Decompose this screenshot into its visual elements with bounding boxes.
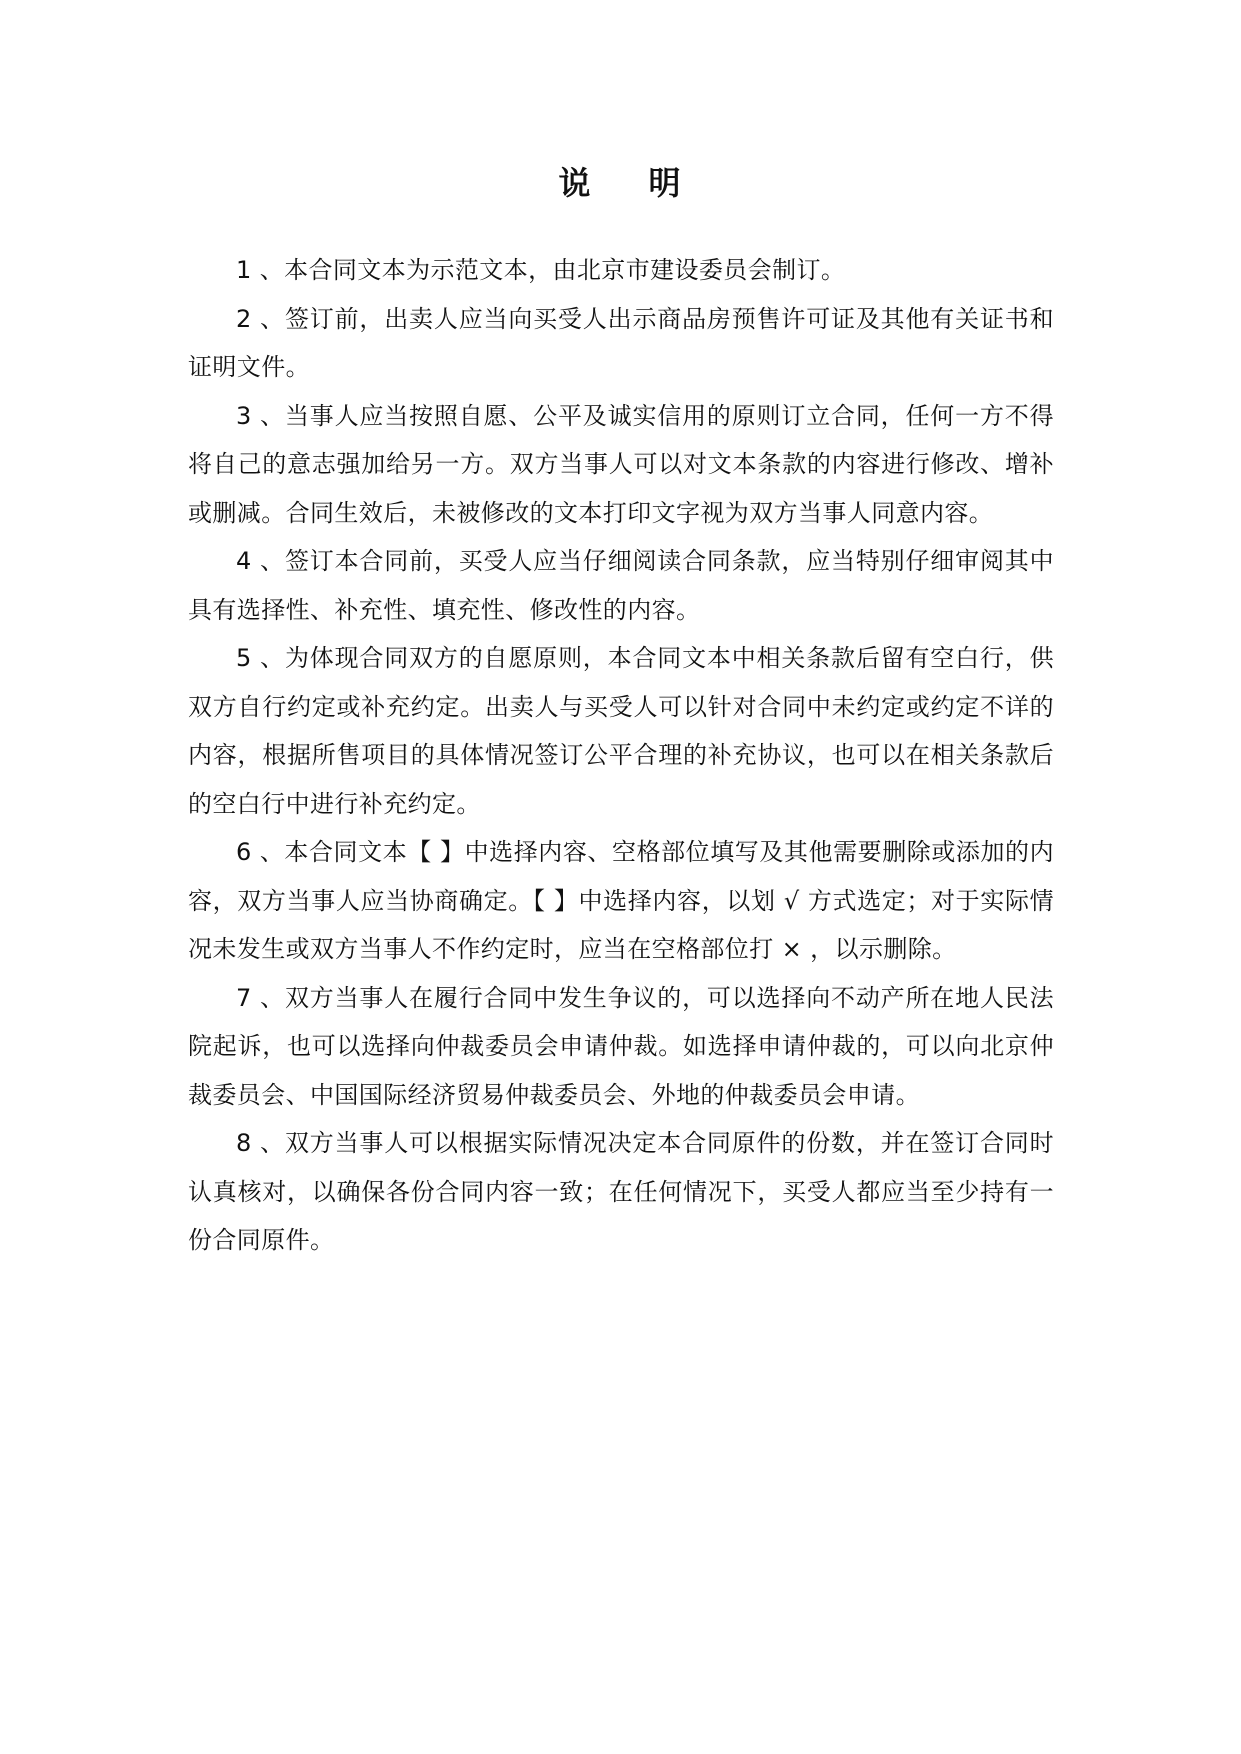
page-title: [0, 158, 1241, 204]
instruction-paragraph-4: 4 、签订本合同前，买受人应当仔细阅读合同条款，应当特别仔细审阅其中具有选择性、补充性、填充性、修改性的内容。: [188, 547, 1054, 624]
instructions-body: [188, 246, 1054, 1265]
instruction-paragraph-1: 1 、本合同文本为示范文本，由北京市建设委员会制订。: [236, 256, 846, 284]
instruction-paragraph-7: 7 、双方当事人在履行合同中发生争议的，可以选择向不动产所在地人民法院起诉，也可以选择向仲裁委员会申请仲裁。如选择申请仲裁的，可以向北京仲裁委员会、中国国际经济贸易仲裁委员会、外地的仲裁委员会申请。: [188, 983, 1054, 1109]
instruction-paragraph-6: 6 、本合同文本【 】中选择内容、空格部位填写及其他需要删除或添加的内容，双方当事人应当协商确定。【 】中选择内容，以划 √ 方式选定；对于实际情况未发生或双方当事人不作约定时，应当在空格部位打 × ，以示删除。: [188, 838, 1054, 963]
instruction-paragraph-2: 2 、签订前，出卖人应当向买受人出示商品房预售许可证及其他有关证书和证明文件。: [188, 304, 1054, 381]
instruction-paragraph-5: 5 、为体现合同双方的自愿原则，本合同文本中相关条款后留有空白行，供双方自行约定或补充约定。出卖人与买受人可以针对合同中未约定或约定不详的内容，根据所售项目的具体情况签订公平合理的补充协议，也可以在相关条款后的空白行中进行补充约定。: [188, 644, 1054, 818]
title-char-1: 说: [558, 164, 593, 202]
instruction-paragraph-3: 3 、当事人应当按照自愿、公平及诚实信用的原则订立合同，任何一方不得将自己的意志强加给另一方。双方当事人可以对文本条款的内容进行修改、增补或删减。合同生效后，未被修改的文本打印文字视为双方当事人同意内容。: [188, 401, 1054, 527]
title-char-2: 明: [648, 164, 683, 202]
instruction-paragraph-8: 8 、双方当事人可以根据实际情况决定本合同原件的份数，并在签订合同时认真核对，以确保各份合同内容一致；在任何情况下，买受人都应当至少持有一份合同原件。: [188, 1129, 1054, 1254]
